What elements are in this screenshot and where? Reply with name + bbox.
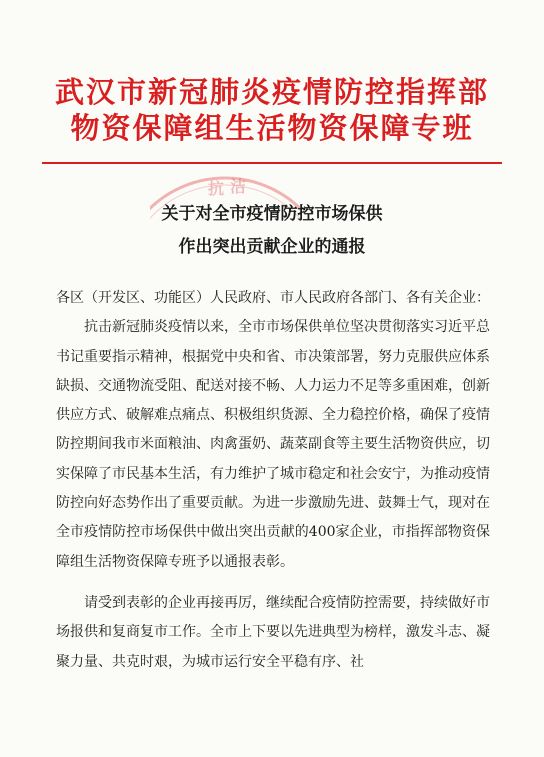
issuing-authority-header (0, 74, 544, 146)
body-paragraph-1: 抗击新冠肺炎疫情以来，全市市场保供单位坚决贯彻落实习近平总书记重要指示精神，根据党中央和省、市决策部署，努力克服供应体系缺损、交通物流受阻、配送对接不畅、人力运力不足等多重困难，创新供应方式、破解难点痛点、积极组织货源、全力稳控价格，确保了疫情防控期间我市米面粮油、肉禽蛋奶、蔬菜副食等主要生活物资供应，切实保障了市民基本生活，有力维护了城市稳定和社会安宁，为推动疫情防控向好态势作出了重要贡献。为进一步激励先进、鼓舞士气，现对在全市疫情防控市场保供中做出突出贡献的400家企业，市指挥部物资保障组生活物资保障专班予以通报表彰。 (56, 319, 490, 570)
red-divider-rule (42, 162, 502, 164)
salutation-paragraph: 各区（开发区、功能区）人民政府、市人民政府各部门、各有关企业： (56, 290, 490, 306)
title-line-1: 关于对全市疫情防控市场保供 (161, 204, 383, 224)
svg-text:抗: 抗 (208, 179, 225, 198)
notice-title (0, 198, 544, 264)
body-paragraph-2: 请受到表彰的企业再接再厉，继续配合疫情防控需要，持续做好市场报供和复商复市工作。全市上下要以先进典型为榜样，激发斗志、凝聚力量、共克时艰，为城市运行安全平稳有序、社 (56, 594, 490, 670)
title-line-2: 作出突出贡献企业的通报 (178, 237, 366, 257)
header-line-2: 物资保障组生活物资保障专班 (70, 111, 474, 145)
svg-text:洁: 洁 (230, 177, 247, 196)
notice-body (56, 284, 490, 677)
header-line-1: 武汉市新冠肺炎疫情防控指挥部 (54, 75, 489, 109)
